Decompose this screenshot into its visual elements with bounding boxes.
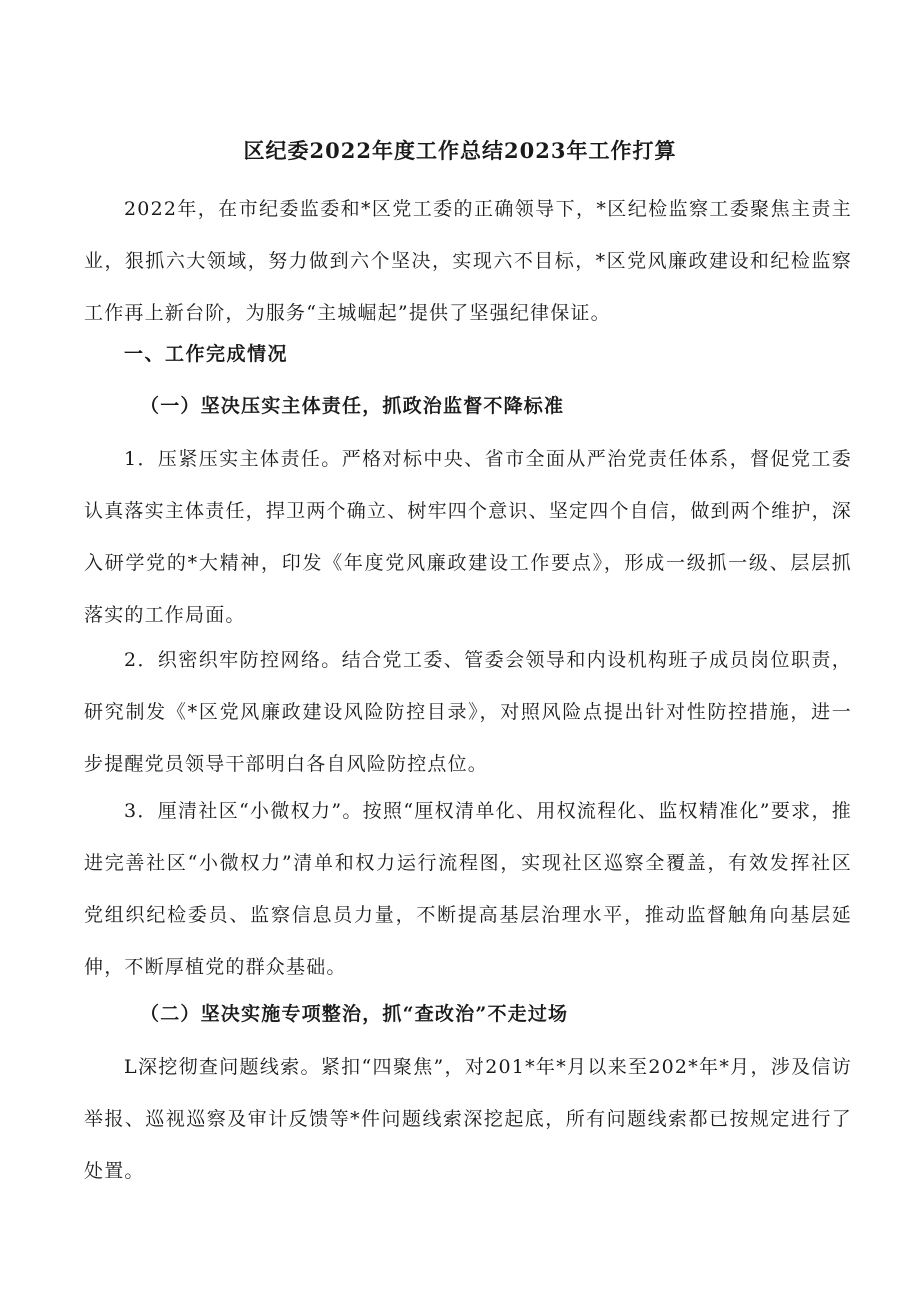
paragraph-item-2: 2．织密织牢防控网络。结合党工委、管委会领导和内设机构班子成员岗位职责，研究制发《*区党风廉政建设风险防控目录》，对照风险点提出针对性防控措施，进一步提醒党员领导干部明白各自风险防控点位。 [84, 649, 852, 775]
subsection-heading-1: （一）坚决压实主体责任，抓政治监督不降标准 [140, 395, 565, 417]
document-title: 区纪委2022年度工作总结2023年工作打算 [243, 138, 677, 163]
subsection-heading-2: （二）坚决实施专项整治，抓“查改治”不走过场 [140, 1003, 569, 1025]
section-heading-work-completion: 一、工作完成情况 [124, 343, 289, 365]
intro-paragraph: 2022年，在市纪委监委和*区党工委的正确领导下，*区纪检监察工委聚焦主责主业，狠抓六大领域，努力做到六个坚决，实现六不目标，*区党风廉政建设和纪检监察工作再上新台阶，为服务“主城崛起”提供了坚强纪律保证。 [84, 198, 852, 324]
paragraph-item-3: 3．厘清社区“小微权力”。按照“厘权清单化、用权流程化、监权精准化”要求，推进完善社区“小微权力”清单和权力运行流程图，实现社区巡察全覆盖，有效发挥社区党组织纪检委员、监察信息员力量，不断提高基层治理水平，推动监督触角向基层延伸，不断厚植党的群众基础。 [84, 800, 852, 978]
paragraph-item-4: L深挖彻查问题线索。紧扣“四聚焦”，对201*年*月以来至202*年*月，涉及信访举报、巡视巡察及审计反馈等*件问题线索深挖起底，所有问题线索都已按规定进行了处置。 [84, 1056, 852, 1182]
paragraph-item-1: 1．压紧压实主体责任。严格对标中央、省市全面从严治党责任体系，督促党工委认真落实主体责任，捍卫两个确立、树牢四个意识、坚定四个自信，做到两个维护，深入研学党的*大精神，印发《年度党风廉政建设工作要点》，形成一级抓一级、层层抓落实的工作局面。 [84, 448, 852, 626]
